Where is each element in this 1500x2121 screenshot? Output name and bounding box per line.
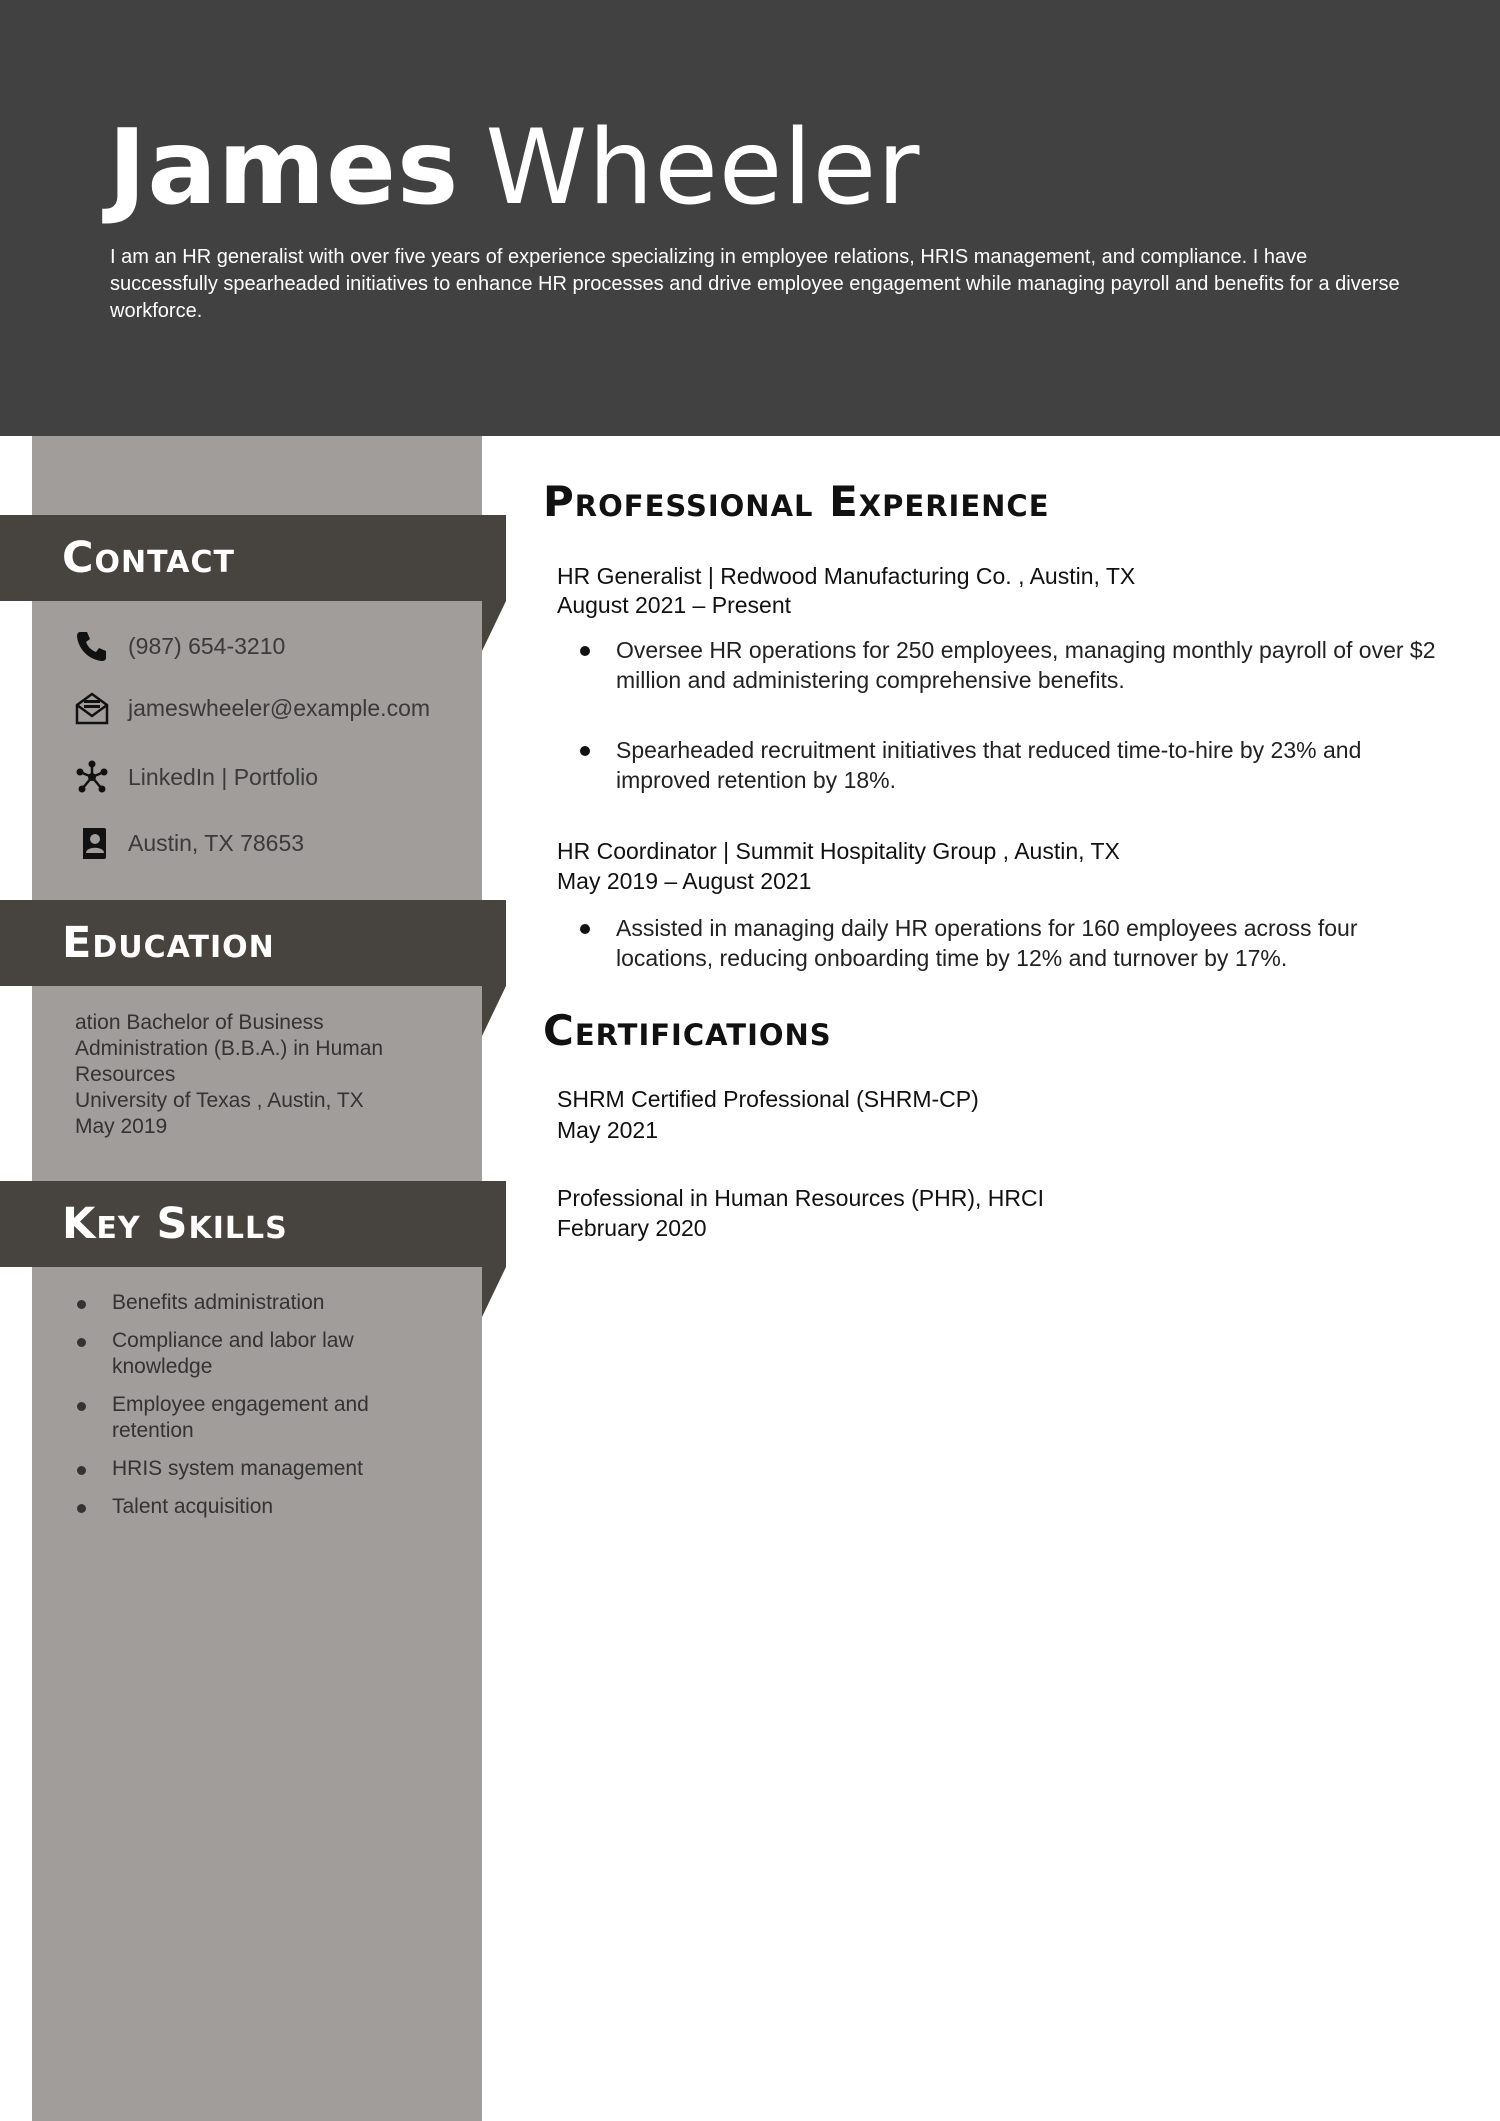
header-banner (0, 0, 1500, 436)
education-school: University of Texas , Austin, TX (75, 1089, 364, 1112)
contact-heading: Contact (62, 533, 236, 583)
envelope-icon (74, 690, 110, 726)
location-text: Austin, TX 78653 (128, 829, 305, 856)
job-bullet-text: Assisted in managing daily HR operations for 160 employees across four locations, reducing onboarding time by 12% and turnover by 17%. (616, 915, 1358, 971)
job-bullet-text: Oversee HR operations for 250 employees, managing monthly payroll of over $2 million and administering comprehensive benefits. (616, 637, 1436, 693)
skill-item: Benefits administration (74, 1290, 414, 1316)
contact-email[interactable] (74, 688, 430, 728)
job-bullet-text: Spearheaded recruitment initiatives that reduced time-to-hire by 23% and improved retention by 18%. (616, 737, 1362, 793)
job-bullet (580, 735, 1460, 795)
job-bullet (580, 635, 1460, 695)
links-text: LinkedIn | Portfolio (128, 763, 319, 790)
job-dates: August 2021 – Present (557, 592, 791, 618)
skills-band-fold (482, 1267, 506, 1317)
skill-item: HRIS system management (74, 1456, 414, 1482)
contact-phone[interactable] (74, 626, 285, 666)
summary: I am an HR generalist with over five years of experience specializing in employee relations, HRIS management, and compliance. I have successfully spearheaded initiatives to enhance HR processes and drive employee engagement while managing payroll and benefits for a diverse workforce. (110, 246, 1400, 322)
bullet-dot (580, 924, 590, 934)
contact-band-fold (482, 601, 506, 651)
education-band-fold (482, 986, 506, 1036)
education-entry (75, 1010, 435, 1140)
job-dates: May 2019 – August 2021 (557, 868, 812, 894)
education-section-band (0, 900, 506, 986)
bullet-dot (580, 646, 590, 656)
bullet-dot (580, 746, 590, 756)
certification-date: May 2021 (557, 1117, 659, 1143)
certification-name: SHRM Certified Professional (SHRM-CP) (557, 1086, 979, 1112)
certifications-heading: Certifications (543, 1006, 832, 1055)
skills-heading: Key Skills (62, 1199, 288, 1249)
contact-location[interactable] (74, 823, 304, 863)
certification-name: Professional in Human Resources (PHR), HRCI (557, 1185, 1044, 1211)
contact-section-band (0, 515, 506, 601)
last-name: Wheeler (485, 108, 921, 228)
skill-item: Compliance and labor law knowledge (74, 1328, 414, 1380)
certification-date: February 2020 (557, 1215, 707, 1241)
address-book-icon (74, 825, 110, 861)
phone-icon (74, 628, 110, 664)
candidate-name (108, 108, 921, 228)
first-name: James (108, 108, 460, 228)
skill-item: Talent acquisition (74, 1494, 414, 1520)
email-text: jameswheeler@example.com (128, 694, 431, 721)
phone-text: (987) 654-3210 (128, 632, 286, 659)
skill-item: Employee engagement and retention (74, 1392, 414, 1444)
contact-links[interactable] (74, 757, 318, 797)
job-title-line: HR Generalist | Redwood Manufacturing Co. , Austin, TX (557, 563, 1136, 589)
skills-section-band (0, 1181, 506, 1267)
job-bullet (580, 913, 1460, 973)
network-icon (74, 759, 110, 795)
job-title-line: HR Coordinator | Summit Hospitality Group , Austin, TX (557, 838, 1120, 864)
education-date: May 2019 (75, 1115, 168, 1138)
skills-list (74, 1290, 414, 1532)
education-heading: Education (62, 918, 275, 968)
experience-heading: Professional Experience (543, 477, 1050, 526)
education-degree: ation Bachelor of Business Administration (B.B.A.) in Human Resources (75, 1011, 384, 1086)
